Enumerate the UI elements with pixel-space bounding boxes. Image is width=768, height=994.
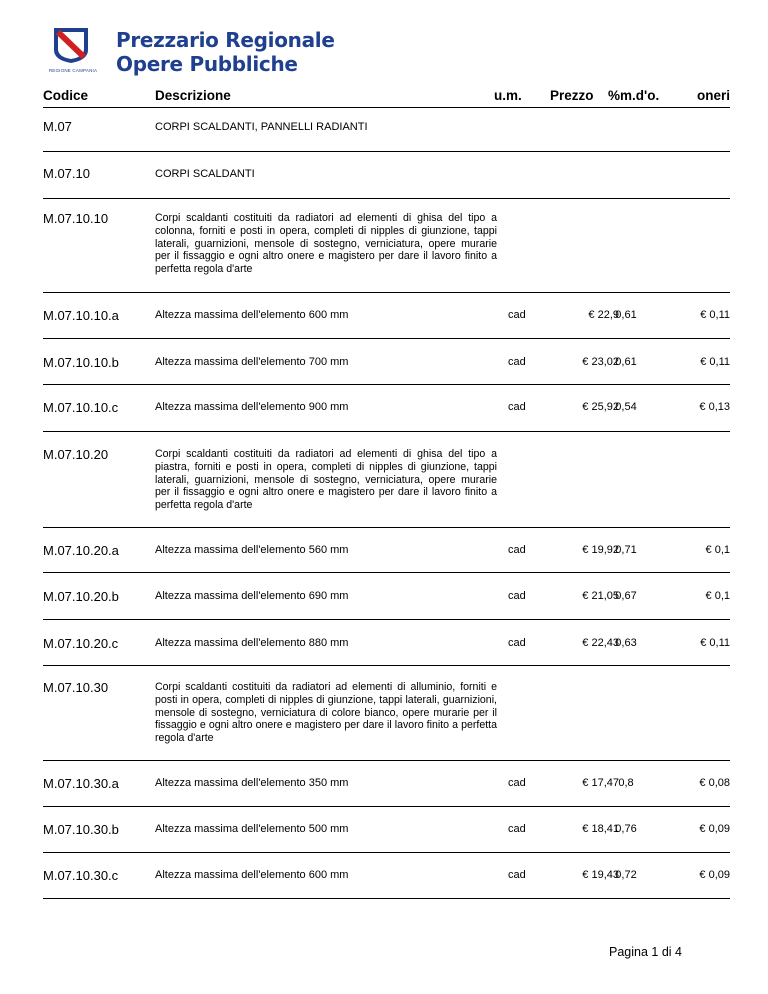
row-code: M.07.10.30.a xyxy=(43,776,119,791)
row-labour-percent: 0,72 xyxy=(615,869,637,881)
row-unit: cad xyxy=(508,309,526,321)
header-prezzo: Prezzo xyxy=(550,88,594,103)
row-labour-percent: 0,63 xyxy=(615,637,637,649)
row-divider xyxy=(43,292,730,293)
row-unit: cad xyxy=(508,637,526,649)
row-divider xyxy=(43,898,730,899)
row-price: € 25,92 xyxy=(582,401,619,413)
row-charges: € 0,11 xyxy=(700,309,730,321)
table-header xyxy=(43,88,730,108)
row-charges: € 0,09 xyxy=(699,823,730,835)
row-labour-percent: 0,61 xyxy=(615,356,637,368)
row-charges: € 0,09 xyxy=(699,869,730,881)
header-md: %m.d'o. xyxy=(608,88,660,103)
row-description: Altezza massima dell'elemento 600 mm xyxy=(155,309,349,321)
row-code: M.07.10.20.b xyxy=(43,589,119,604)
row-labour-percent: 0,8 xyxy=(618,777,634,789)
header-descrizione: Descrizione xyxy=(155,88,231,103)
row-divider xyxy=(43,806,730,807)
row-labour-percent: 0,71 xyxy=(615,544,637,556)
row-description: Altezza massima dell'elemento 900 mm xyxy=(155,401,349,413)
row-divider xyxy=(43,151,730,152)
row-description: Altezza massima dell'elemento 350 mm xyxy=(155,777,349,789)
row-price: € 22,43 xyxy=(582,637,619,649)
row-code: M.07.10.10 xyxy=(43,211,109,226)
row-charges: € 0,11 xyxy=(700,637,730,649)
row-code: M.07.10.30.b xyxy=(43,822,119,837)
row-charges: € 0,1 xyxy=(705,590,730,602)
row-divider xyxy=(43,384,730,385)
row-unit: cad xyxy=(508,823,526,835)
row-charges: € 0,08 xyxy=(699,777,730,789)
row-divider xyxy=(43,198,730,199)
row-price: € 22,9 xyxy=(588,309,619,321)
row-price: € 21,05 xyxy=(582,590,619,602)
regione-campania-logo xyxy=(44,26,102,76)
row-description: Altezza massima dell'elemento 600 mm xyxy=(155,869,349,881)
row-charges: € 0,11 xyxy=(700,356,730,368)
row-code: M.07.10.20.a xyxy=(43,543,119,558)
row-charges: € 0,13 xyxy=(699,401,730,413)
row-code: M.07.10.10.b xyxy=(43,355,119,370)
row-divider xyxy=(43,619,730,620)
row-code: M.07.10.20.c xyxy=(43,636,119,651)
row-price: € 19,43 xyxy=(582,869,619,881)
row-description: Corpi scaldanti costituiti da radiatori ad elementi di ghisa del tipo a colonna, forniti e posti in opera, completi di nipples di giunzione, tappi laterali, guarnizioni, mensole di sostegno, verniciatura, opere murarie per il fissaggio e ogni altro onere e magistero per dare il lavoro finito a perfetta regola d'arte xyxy=(155,212,497,276)
header-um: u.m. xyxy=(494,88,522,103)
row-unit: cad xyxy=(508,590,526,602)
row-description: Altezza massima dell'elemento 880 mm xyxy=(155,637,349,649)
row-description: Altezza massima dell'elemento 500 mm xyxy=(155,823,349,835)
row-divider xyxy=(43,665,730,666)
row-code: M.07.10.30 xyxy=(43,680,109,695)
row-unit: cad xyxy=(508,777,526,789)
row-price: € 23,02 xyxy=(582,356,619,368)
page-title xyxy=(116,28,335,76)
row-charges: € 0,1 xyxy=(705,544,730,556)
row-unit: cad xyxy=(508,869,526,881)
row-labour-percent: 0,67 xyxy=(615,590,637,602)
row-unit: cad xyxy=(508,356,526,368)
coat-of-arms-icon xyxy=(52,26,90,64)
title-line-2: Opere Pubbliche xyxy=(116,52,298,76)
row-divider xyxy=(43,572,730,573)
row-divider xyxy=(43,527,730,528)
title-line-1: Prezzario Regionale xyxy=(116,28,335,52)
row-price: € 18,41 xyxy=(582,823,619,835)
row-description: Corpi scaldanti costituiti da radiatori ad elementi di ghisa del tipo a piastra, forniti e posti in opera, completi di nipples di giunzione, tappi laterali, guarnizioni, mensole di sostegno, verniciatura, opere murarie per il fissaggio e ogni altro onere e magistero per dare il lavoro finito a perfetta regola d'arte xyxy=(155,448,497,512)
row-divider xyxy=(43,852,730,853)
row-description: CORPI SCALDANTI, PANNELLI RADIANTI xyxy=(155,121,368,133)
row-description: CORPI SCALDANTI xyxy=(155,168,255,180)
logo-caption: REGIONE CAMPANIA xyxy=(48,68,98,73)
page-number: Pagina 1 di 4 xyxy=(609,945,682,959)
header-divider xyxy=(43,107,730,108)
row-divider xyxy=(43,760,730,761)
row-code: M.07.10 xyxy=(43,166,90,181)
row-description: Corpi scaldanti costituiti da radiatori ad elementi di alluminio, forniti e posti in opera, completi di nipples di giunzione, tappi laterali, guarnizioni, mensole di sostegno, verniciatura di colore bianco, opere murarie per il fissaggio e ogni altro onere e magistero per dare il lavoro finito a perfetta regola d'arte xyxy=(155,681,497,745)
row-code: M.07.10.10.a xyxy=(43,308,119,323)
row-labour-percent: 0,76 xyxy=(615,823,637,835)
row-divider xyxy=(43,431,730,432)
row-code: M.07.10.10.c xyxy=(43,400,119,415)
row-code: M.07.10.30.c xyxy=(43,868,119,883)
header-codice: Codice xyxy=(43,88,89,103)
row-labour-percent: 0,54 xyxy=(615,401,637,413)
row-unit: cad xyxy=(508,544,526,556)
header-oneri: oneri xyxy=(696,88,730,103)
row-description: Altezza massima dell'elemento 700 mm xyxy=(155,356,349,368)
row-unit: cad xyxy=(508,401,526,413)
row-price: € 19,92 xyxy=(582,544,619,556)
row-code: M.07 xyxy=(43,119,72,134)
row-divider xyxy=(43,338,730,339)
row-description: Altezza massima dell'elemento 690 mm xyxy=(155,590,349,602)
row-labour-percent: 0,61 xyxy=(615,309,637,321)
row-description: Altezza massima dell'elemento 560 mm xyxy=(155,544,349,556)
row-code: M.07.10.20 xyxy=(43,447,109,462)
row-price: € 17,47 xyxy=(582,777,619,789)
